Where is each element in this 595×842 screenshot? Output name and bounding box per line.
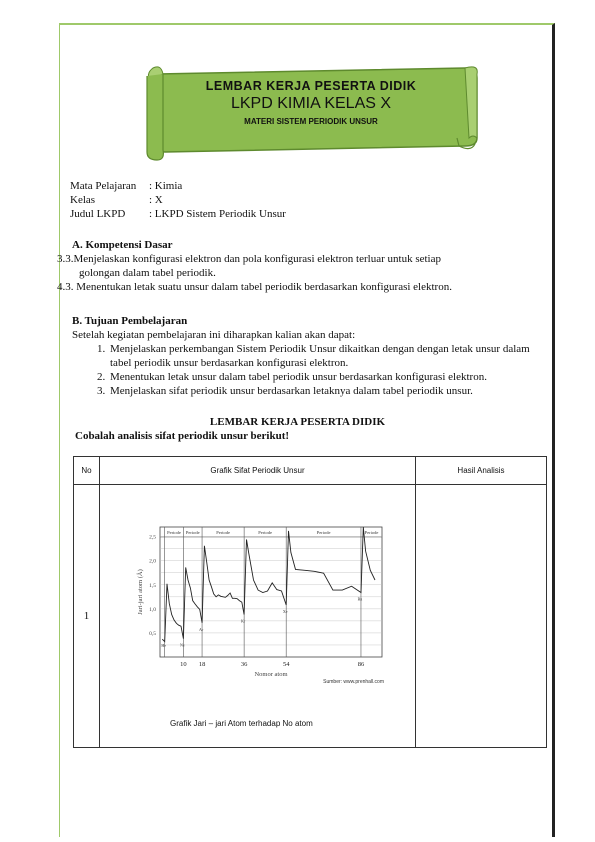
header-no: No bbox=[74, 457, 100, 485]
info-row-title bbox=[70, 207, 286, 221]
header-result: Hasil Analisis bbox=[416, 457, 547, 485]
info-row-subject bbox=[70, 179, 286, 193]
analysis-table bbox=[73, 456, 547, 748]
period-label: Periode bbox=[185, 530, 200, 535]
period-label: Periode bbox=[216, 530, 230, 535]
chart-caption: Grafik Jari – jari Atom terhadap No atom bbox=[170, 719, 313, 728]
kompetensi-item-1-cont: golongan dalam tabel periodik. bbox=[79, 267, 216, 279]
element-label: Rn bbox=[357, 596, 363, 602]
element-label: He bbox=[161, 643, 167, 649]
lesson-info bbox=[70, 179, 286, 221]
section-tujuan bbox=[72, 314, 542, 398]
title-banner bbox=[143, 60, 479, 162]
table-header-row bbox=[74, 457, 547, 485]
period-label: Periode bbox=[316, 530, 331, 535]
atomic-radius-chart bbox=[100, 485, 415, 715]
y-tick-label: 1,0 bbox=[149, 606, 156, 613]
info-value: : Kimia bbox=[149, 180, 183, 192]
y-tick-label: 0,5 bbox=[149, 630, 156, 637]
tujuan-heading: B. Tujuan Pembelajaran bbox=[72, 315, 188, 327]
info-value: : LKPD Sistem Periodik Unsur bbox=[149, 208, 286, 220]
period-label: Periode bbox=[167, 530, 181, 535]
element-label: Kr bbox=[241, 618, 246, 624]
y-tick-label: 2,0 bbox=[149, 558, 156, 565]
result-cell[interactable] bbox=[416, 485, 547, 748]
period-label: Periode bbox=[364, 530, 379, 535]
y-tick-label: 1,5 bbox=[149, 582, 156, 589]
info-key: Judul LKPD bbox=[70, 208, 126, 220]
worksheet-instruction: Cobalah analisis sifat periodik unsur berikut! bbox=[75, 430, 290, 442]
period-label: Periode bbox=[258, 530, 273, 535]
element-label: Ar bbox=[198, 626, 204, 632]
tujuan-item: 2. Menentukan letak unsur dalam tabel periodik unsur berdasarkan konfigurasi elektron. bbox=[108, 370, 542, 384]
banner-title: LEMBAR KERJA PESERTA DIDIK bbox=[205, 79, 417, 93]
table-row bbox=[74, 485, 547, 748]
x-tick-label: 18 bbox=[198, 661, 206, 668]
x-tick-label: 54 bbox=[282, 661, 290, 668]
x-tick-label: 36 bbox=[240, 661, 248, 668]
section-kompetensi bbox=[57, 238, 542, 294]
worksheet-title: LEMBAR KERJA PESERTA DIDIK bbox=[209, 416, 386, 428]
row-number: 1 bbox=[74, 485, 100, 748]
header-graph: Grafik Sifat Periodik Unsur bbox=[100, 457, 416, 485]
tujuan-intro: Setelah kegiatan pembelajaran ini diharapkan kalian akan dapat: bbox=[72, 329, 356, 341]
kompetensi-heading: A. Kompetensi Dasar bbox=[72, 239, 173, 251]
banner-subtitle: LKPD KIMIA KELAS X bbox=[230, 95, 392, 112]
element-label: Ne bbox=[180, 642, 185, 648]
x-tick-label: 10 bbox=[180, 661, 187, 668]
graph-cell bbox=[100, 485, 416, 748]
info-key: Mata Pelajaran bbox=[70, 180, 137, 192]
y-axis-label: Jari-jari atom (Å) bbox=[137, 569, 144, 615]
x-axis-label: Nomor atom bbox=[254, 671, 288, 678]
info-row-class bbox=[70, 193, 286, 207]
tujuan-list bbox=[72, 342, 542, 398]
tujuan-item: 3. Menjelaskan sifat periodik unsur berdasarkan letaknya dalam tabel periodik unsur. bbox=[108, 384, 542, 398]
plot-frame bbox=[160, 527, 382, 657]
x-tick-label: 86 bbox=[357, 661, 365, 668]
info-value: : X bbox=[149, 194, 163, 206]
banner-topic: MATERI SISTEM PERIODIK UNSUR bbox=[244, 117, 378, 126]
y-tick-label: 2,5 bbox=[149, 534, 156, 541]
source-label: Sumber: www.prenhall.com bbox=[323, 679, 384, 685]
element-label: Xe bbox=[282, 609, 288, 614]
chart-area bbox=[100, 485, 415, 747]
kompetensi-item-1: 3.3.Menjelaskan konfigurasi elektron dan pola konfigurasi elektron terluar untuk setiap bbox=[57, 253, 441, 265]
info-key: Kelas bbox=[70, 194, 96, 206]
tujuan-item: 1. Menjelaskan perkembangan Sistem Periodik Unsur dikaitkan dengan dengan letak unsur dalam tabel periodik unsur berdasarkan konfigurasi elektron. bbox=[108, 342, 542, 370]
kompetensi-item-2: 4.3. Menentukan letak suatu unsur dalam tabel periodik berdasarkan konfigurasi elektron. bbox=[57, 281, 452, 293]
